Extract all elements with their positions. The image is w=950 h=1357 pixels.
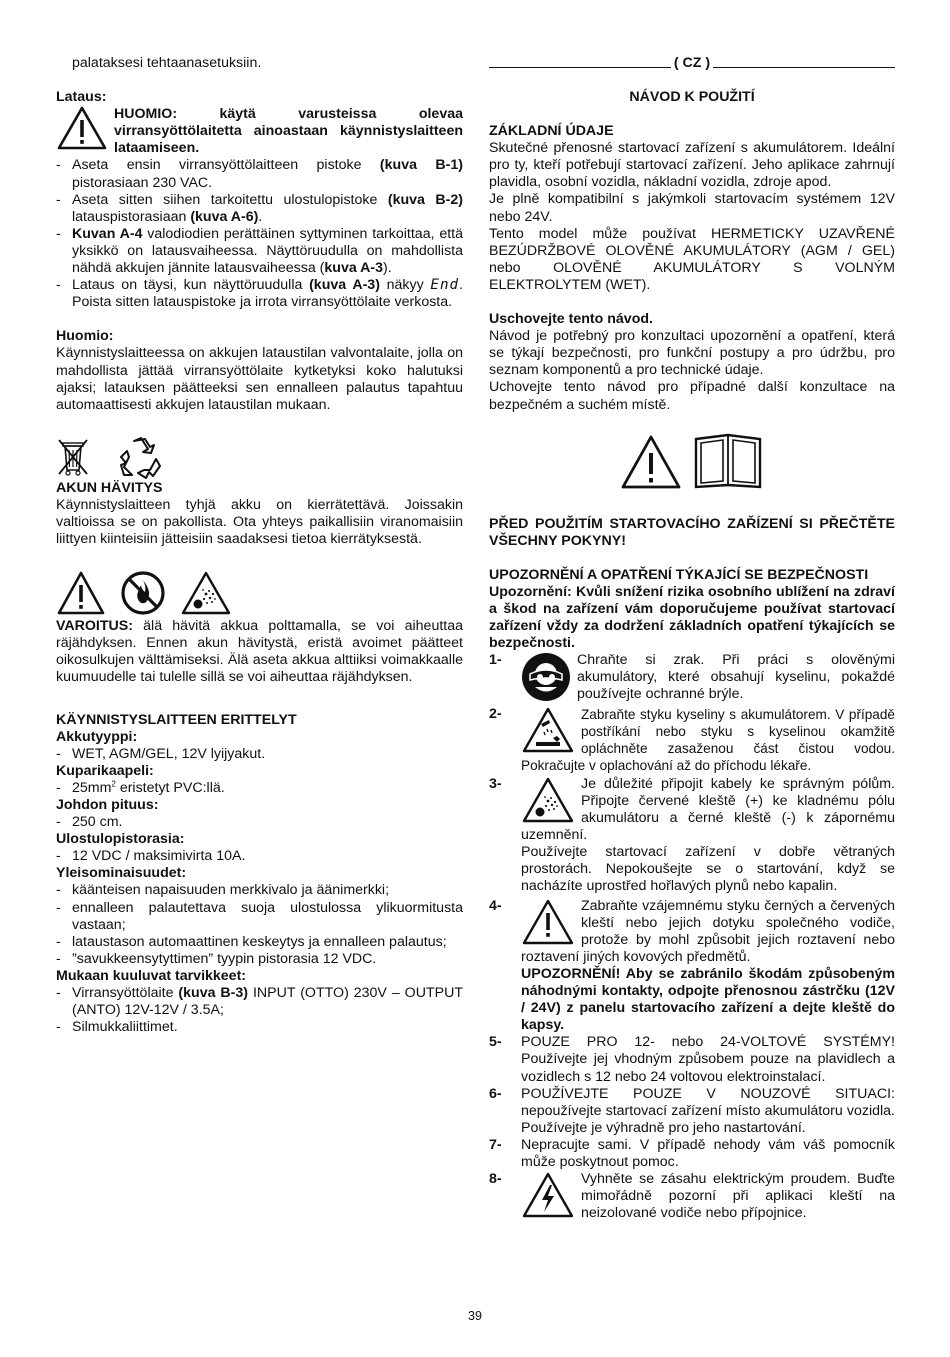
page-number: 39	[468, 1309, 482, 1323]
safety-item: 3- Je důležité připojit kabely ke správným pólům. Připojte červené kleště (+) ke kladnému pólu akumulátoru a černé kleště (-) k zápornému uzemnění. Používejte startovací zařízení v dobře větraných prostorách. Nepokoušejte se o startování, když se nacházíte uprostřed hořlavých plynů nebo kapalin.	[489, 775, 895, 895]
spec-feature: - ”savukkeensytyttimen” tyypin pistorasia 12 VDC.	[56, 950, 377, 967]
end-display-text: End	[430, 277, 460, 294]
before-use-heading: PŘED POUŽITÍM STARTOVACÍHO ZAŘÍZENÍ SI PŘEČTĚTE VŠECHNY POKYNY!	[489, 515, 895, 549]
warning-paragraph: VAROITUS: älä hävitä akkua polttamalla, se voi aiheuttaa räjähdyksen. Ennen akun hävitystä, eristä avoimet päätteet oikosulkujen välttämiseksi. Älä aseta akkua alttiiksi voimakkaalle kuumuudelle tai tulelle sillä se voi aiheuttaa räjähdyksen.	[56, 618, 463, 686]
charging-step: - Lataus on täysi, kun näyttöruudulla (kuva A-3) näkyy End. Poista sitten latauspistoke ja irrota virransyöttölaite verkosta.	[56, 277, 463, 311]
disposal-text: Käynnistyslaitteen tyhjä akku on kierrätettävä. Joissakin valtioissa se on pakollista. Ota yhteys paikallisiin viranomaisiin liittyen kiinteisiin jätteisiin saadaksesi tietoa kierrätyksestä.	[56, 496, 463, 548]
spec-label: Ulostulopistorasia:	[56, 831, 185, 848]
safety-item: 4- Zabraňte vzájemnému styku černých a červených kleští nebo jejich dotyku společného vodiče, protože by mohl způsobit jejich roztavení nebo roztavení jiných kovových předmětů. UPOZORNĚNÍ! Aby se zabránilo škodám způsobeným náhodnými kontakty, odpojte přenosnou zástrčku (12V / 24V) z panelu startovacího zařízení a dejte kleště do kapsy.	[489, 897, 895, 1034]
basic-text: Je plně kompatibilní s jakýmkoli startovacím systémem 12V nebo 24V.	[489, 191, 895, 225]
keep-text: Návod je potřebný pro konzultaci upozornění a opatření, která se týkají bezpečnosti, pro funkční postupy a pro údržbu, pro seznam komponentů a pro technické údaje.	[489, 328, 895, 379]
basic-text: Tento model může používat HERMETICKY UZAVŘENÉ BEZÚDRŽBOVÉ OLOVĚNÉ AKUMULÁTORY (AGM / GEL) nebo OLOVĚNÉ AKUMULÁTORY S VOLNÝM ELEKTROLYTEM (WET).	[489, 225, 895, 293]
electric-shock-icon	[521, 1171, 575, 1219]
hazard-icons	[56, 568, 463, 618]
warning-triangle-icon	[620, 434, 682, 490]
specs-heading: KÄYNNISTYSLAITTEEN ERITTELYT	[56, 711, 297, 728]
safety-item: 8- Vyhněte se zásahu elektrickým proudem. Buďte mimořádně pozorní při aplikaci kleští na neizolované vodiče nebo přípojnice.	[489, 1171, 895, 1222]
explosion-warning-icon	[521, 776, 575, 824]
crossed-bin-icon	[56, 438, 90, 476]
spec-value: - 12 VDC / maksimivirta 10A.	[56, 848, 246, 865]
safety-item: 2- Zabraňte styku kyseliny s akumulátorem. V případě postříkání nebo styku s kyselinou okamžitě opláchněte zasaženou část čistou vodou. Pokračujte v oplachování až do příchodu lékaře.	[489, 705, 895, 773]
basic-text: Skutečné přenosné startovací zařízení s akumulátorem. Ideální pro ty, kteří potřebují startovací zařízení. Jeho aplikace zahrnují plavidla, osobní vozidla, nákladní vozidla, zdroje apod.	[489, 140, 895, 191]
spec-accessory: - Virransyöttölaite (kuva B-3) INPUT (OTTO) 230V – OUTPUT (ANTO) 12V-12V / 3.5A;	[56, 985, 463, 1019]
spec-label: Akkutyyppi:	[56, 728, 138, 745]
spec-accessory: - Silmukkaliittimet.	[56, 1019, 178, 1036]
left-column	[56, 55, 463, 1036]
warning-triangle-icon	[521, 898, 575, 946]
safety-item: 6- POUŽÍVEJTE POUZE V NOUZOVÉ SITUACI: nepoužívejte startovací zařízení místo akumulátoru vozidla. Používejte je výhradně pro jeho nastartování.	[489, 1085, 895, 1136]
charging-warning-text: HUOMIO: käytä varusteissa olevaa virransyöttölaitetta ainoastaan käynnistyslaitteen lataamiseen.	[114, 106, 463, 157]
safety-item: 1- Chraňte si zrak. Při práci s olověnými akumulátory, které obsahují kyselinu, pokaždé používejte ochranné brýle.	[489, 652, 895, 703]
keep-text: Uchovejte tento návod pro případné další konzultace na bezpečném a suchém místě.	[489, 379, 895, 413]
goggles-icon	[521, 652, 571, 702]
spec-feature: - ennalleen palautettava suoja ulostulossa ylikuormitusta vastaan;	[56, 899, 463, 933]
warning-triangle-icon	[56, 105, 108, 151]
recycle-icon	[118, 435, 164, 479]
spec-label: Mukaan kuuluvat tarvikkeet:	[56, 967, 247, 984]
warning-triangle-icon	[56, 570, 106, 616]
manual-icons	[489, 432, 895, 492]
disposal-icons	[56, 434, 463, 480]
right-column	[489, 55, 895, 1222]
language-header: ( CZ )	[489, 55, 895, 72]
spec-value: - WET, AGM/GEL, 12V lyijyakut.	[56, 745, 266, 762]
spec-label: Yleisominaisuudet:	[56, 865, 187, 882]
note-heading: Huomio:	[56, 328, 114, 345]
manual-title: NÁVOD K POUŽITÍ	[629, 89, 755, 105]
basic-heading: ZÁKLADNÍ ÚDAJE	[489, 123, 614, 140]
spec-value: - $25mm^2$ eristetyt PVC:llä.	[56, 779, 225, 796]
open-manual-icon	[692, 433, 764, 491]
spec-label: Kuparikaapeli:	[56, 762, 154, 779]
spec-value: - 250 cm.	[56, 814, 123, 831]
charging-warning	[56, 106, 463, 157]
spec-label: Johdon pituus:	[56, 797, 159, 813]
safety-item: 5- POUZE PRO 12- nebo 24-VOLTOVÉ SYSTÉMY! Používejte jej vhodným způsobem pouze na plavidlech a vozidlech s 12 nebo 24 voltovou elektroinstalací.	[489, 1034, 895, 1085]
safety-item: 7- Nepracujte sami. V případě nehody vám váš pomocník může poskytnout pomoc.	[489, 1136, 895, 1170]
spec-feature: - lataustason automaattinen keskeytys ja ennalleen palautus;	[56, 933, 447, 950]
intro-line: palataksesi tehtaanasetuksiin.	[72, 55, 262, 71]
charging-step: - Aseta ensin virransyöttölaitteen pistoke (kuva B-1) pistorasiaan 230 VAC.	[56, 157, 463, 191]
disposal-heading: AKUN HÄVITYS	[56, 479, 163, 496]
acid-warning-icon	[521, 706, 575, 754]
note-text: Käynnistyslaitteessa on akkujen lataustilan valvontalaite, jolla on mahdollista jättää virransyöttölaite kytketyksi koko halutuksi ajaksi; latauksen päätteeksi sen ennalleen palautus tapahtuu automaattisesti akkujen lataustilan mukaan.	[56, 345, 463, 413]
safety-intro: Upozornění: Kvůli snížení rizika osobního ublížení na zdraví a škod na zařízení vám doporučujeme používat startovací zařízení vždy za dodržení základních opatření týkajících se bezpečnosti.	[489, 583, 895, 652]
charging-step: - Aseta sitten siihen tarkoitettu ulostulopistoke (kuva B-2) latauspistorasiaan (kuva A-6).	[56, 191, 463, 225]
explosion-warning-icon	[180, 570, 232, 616]
safety-heading: UPOZORNĚNÍ A OPATŘENÍ TÝKAJÍCÍ SE BEZPEČNOSTI	[489, 566, 869, 583]
no-open-flame-icon	[120, 570, 166, 616]
charging-heading: Lataus:	[56, 89, 107, 106]
charging-step: - Kuvan A-4 valodiodien perättäinen syttyminen tarkoittaa, että yksikkö on latausvaiheessa. Näyttöruudulla on mahdollista nähdä akkujen jännite latausvaiheessa (kuva A-3).	[56, 225, 463, 277]
keep-heading: Uschovejte tento návod.	[489, 311, 653, 328]
spec-feature: - käänteisen napaisuuden merkkivalo ja äänimerkki;	[56, 882, 390, 899]
